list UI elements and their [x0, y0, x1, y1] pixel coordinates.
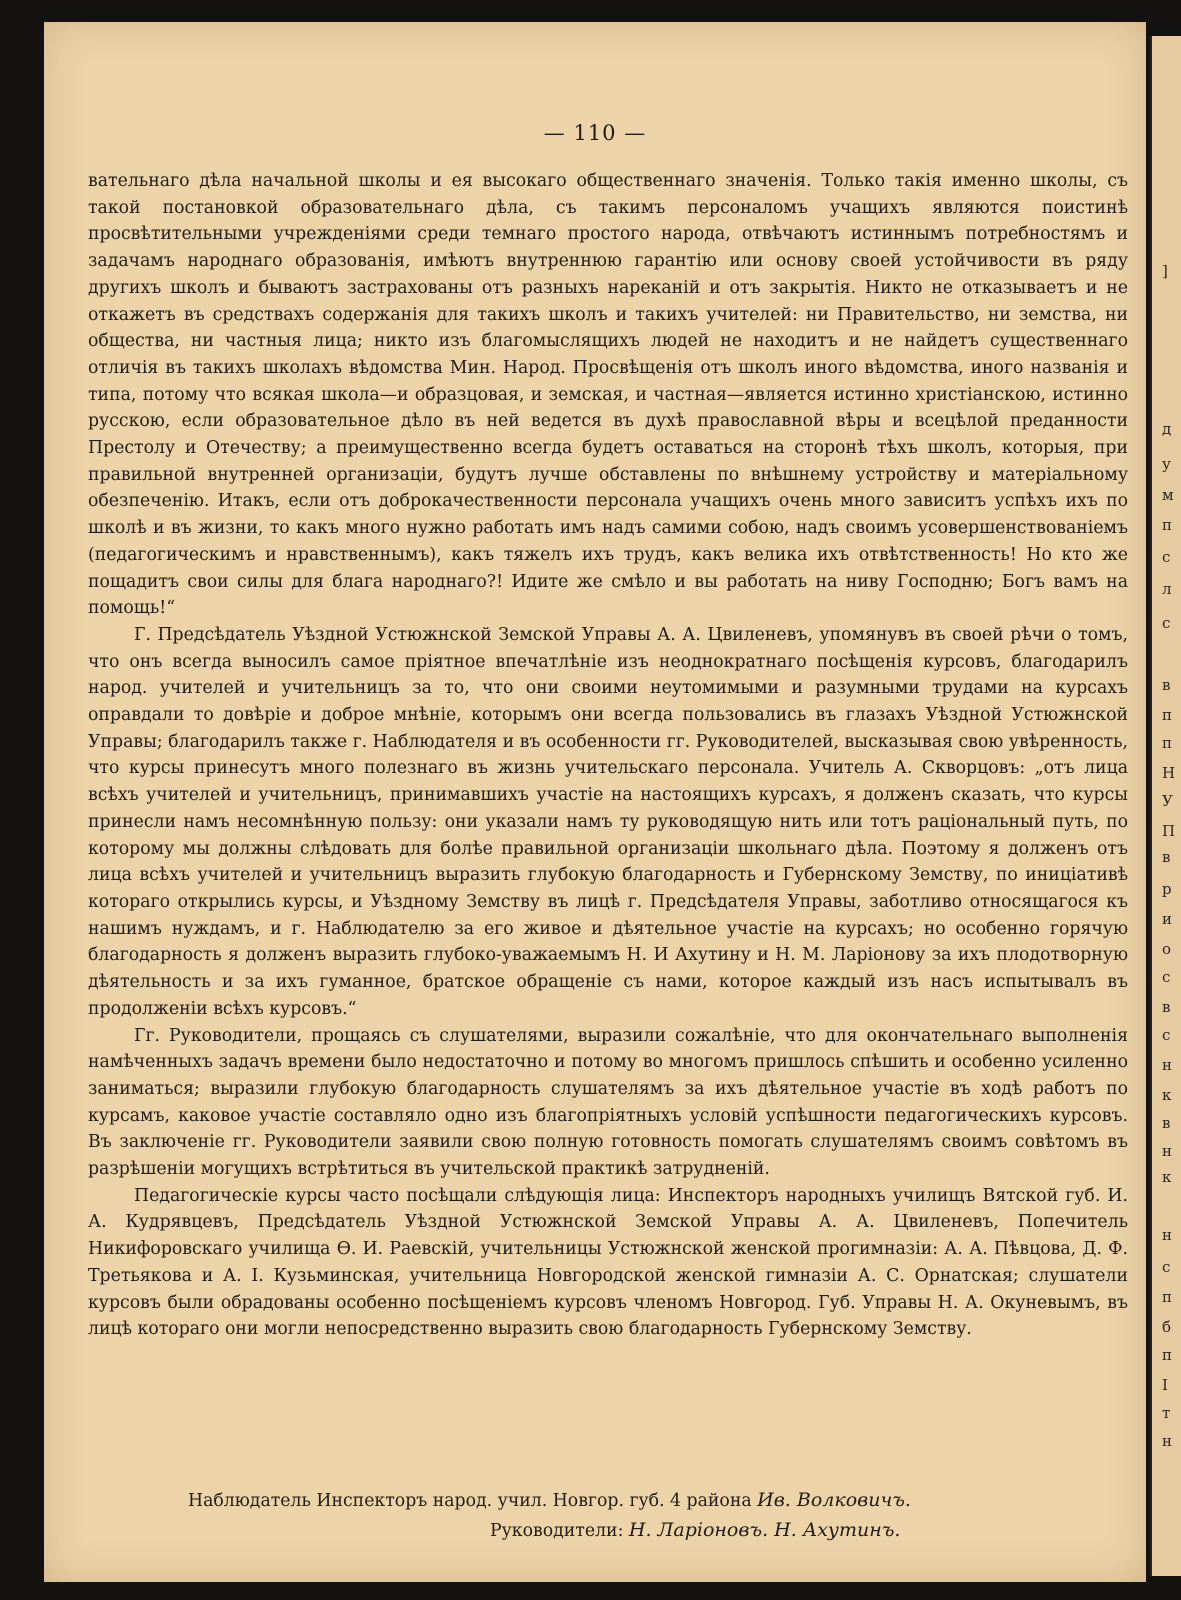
- next-page-letter: У: [1162, 792, 1173, 810]
- observer-text: Наблюдатель Инспекторъ народ. учил. Новгор. губ. 4 района: [188, 1491, 752, 1511]
- leaders-label: Руководители:: [490, 1521, 624, 1541]
- next-page-letter: с: [1162, 614, 1171, 632]
- next-page-letter: п: [1162, 706, 1172, 724]
- next-page-letter: п: [1162, 734, 1172, 752]
- paragraph-1: вательнаго дѣла начальной школы и ея высокаго общественнаго значенія. Только такія именно школы, съ такой постановкой образовательнаго дѣла, съ такимъ персоналомъ учащихъ являются поистинѣ просвѣтительными учрежденіями среди темнаго простого народа, отвѣчаютъ истиннымъ потребностямъ и задачамъ народнаго образованія, имѣютъ внутреннюю гарантію или основу своей устойчивости въ ряду другихъ школъ и бываютъ застрахованы отъ разныхъ нареканій и отъ закрытія. Никто не отказываетъ и не откажетъ въ средствахъ содержанія для такихъ школъ и такихъ учителей: ни Правительство, ни земства, ни общества, ни частныя лица; никто изъ благомыслящихъ людей не находитъ и не найдетъ существеннаго отличія въ такихъ школахъ вѣдомства Мин. Народ. Просвѣщенія отъ школъ иного вѣдомства, иного названія и типа, потому что всякая школа—и образцовая, и земская, и частная—является истинно христіанскою, истинно русскою, если образовательное дѣло въ ней ведется въ духѣ православной вѣры и всецѣлой преданности Престолу и Отечеству; а преимущественно всегда будетъ оставаться на сторонѣ тѣхъ школъ, которыя, при правильной внутренней организаціи, будутъ лучше обставлены по внѣшнему устройству и матеріальному обезпеченію. Итакъ, если отъ доброкачественности персонала учащихъ очень много зависитъ успѣхъ ихъ по школѣ и въ жизни, то какъ много нужно работать имъ надъ самими собою, надъ своимъ усовершенствованіемъ (педагогическимъ и нравственнымъ), какъ тяжелъ ихъ трудъ, какъ велика ихъ отвѣтственность! Но кто же пощадитъ свои силы для блага народнаго?! Идите же смѣло и вы работать на ниву Господню; Богъ вамъ на помощь!“: [88, 171, 1128, 619]
- next-page-letter: в: [1162, 676, 1171, 694]
- next-page-letter: т: [1162, 1404, 1171, 1422]
- leaders-signature-line: [490, 1519, 900, 1541]
- next-page-letter: І: [1162, 1376, 1168, 1394]
- next-page-letter: у: [1162, 455, 1171, 473]
- next-page-letter: о: [1162, 940, 1172, 958]
- next-page-letter: н: [1162, 1142, 1172, 1160]
- next-page-letter: ]: [1162, 262, 1168, 280]
- next-page-letter: в: [1162, 998, 1171, 1016]
- next-page-letter: н: [1162, 1056, 1172, 1074]
- next-page-letter: п: [1162, 1346, 1172, 1364]
- body-text: [88, 168, 1128, 1343]
- next-page-letter: б: [1162, 1318, 1172, 1336]
- next-page-letter: с: [1162, 548, 1171, 566]
- next-page-letter: к: [1162, 1086, 1172, 1104]
- next-page-letter: р: [1162, 880, 1172, 898]
- observer-signature-line: [188, 1489, 911, 1511]
- next-page-letter: в: [1162, 1114, 1171, 1132]
- next-page-letter: с: [1162, 968, 1171, 986]
- next-page-letter: п: [1162, 516, 1172, 534]
- next-page-letter: и: [1162, 910, 1172, 928]
- paragraph-2: Г. Предсѣдатель Уѣздной Устюжнской Земской Управы А. А. Цвиленевъ, упомянувъ въ своей рѣчи о томъ, что онъ всегда выносилъ самое пріятное впечатлѣніе изъ неоднократнаго посѣщенія курсовъ, благодарилъ народ. учителей и учительницъ за то, что они своими неутомимыми и разумными трудами на курсахъ оправдали то довѣріе и доброе мнѣніе, которымъ они всегда пользовались въ глазахъ Уѣздной Устюжнской Управы; благодарилъ также г. Наблюдателя и въ особенности гг. Руководителей, высказывая свою увѣренность, что курсы принесутъ много полезнаго въ жизнь учительскаго персонала. Учитель А. Скворцовъ: „отъ лица всѣхъ учителей и учительницъ, принимавшихъ участіе на настоящихъ курсахъ, я долженъ сказать, что курсы принесли намъ несомнѣнную пользу: они указали намъ ту руководящую нить или тотъ раціональный путь, по которому мы должны слѣдовать для болѣе правильной организаціи школьнаго дѣла. Поэтому я долженъ отъ лица всѣхъ учителей и учительницъ выразить глубокую благодарность и Губернскому Земству, по иниціативѣ котораго открылись курсы, и Уѣздному Земству въ лицѣ г. Предсѣдателя Управы, заботливо относящагося къ нашимъ нуждамъ, и г. Наблюдателю за его живое и дѣятельное участіе на курсахъ; но особенно горячую благодарность я долженъ выразить глубоко-уважаемымъ Н. И Ахутину и Н. М. Ларіонову за ихъ плодотворную дѣятельность и за ихъ гуманное, братское обращеніе съ нами, которое каждый изъ насъ испытывалъ въ продолженіи всѣхъ курсовъ.“: [88, 624, 1128, 1019]
- observer-name: Ив. Волковичъ.: [757, 1489, 911, 1511]
- paragraph-4: Педагогическіе курсы часто посѣщали слѣдующія лица: Инспекторъ народныхъ училищъ Вятской губ. И. А. Кудрявцевъ, Предсѣдатель Уѣздной Устюжнской Земской Управы А. А. Цвиленевъ, Попечитель Никифоровскаго училища Ѳ. И. Раевскій, учительницы Устюжнской женской прогимназіи: А. А. Пѣвцова, Д. Ф. Третьякова и А. І. Кузьминская, учительница Новгородской женской гимназіи А. С. Орнатская; слушатели курсовъ были обрадованы особенно посѣщеніемъ курсовъ членомъ Новгород. Губ. Управы Н. А. Окуневымъ, въ лицѣ котораго они могли непосредственно выразить свою благодарность Губернскому Земству.: [88, 1185, 1128, 1340]
- next-page-letter: м: [1162, 486, 1174, 504]
- document-page: [44, 22, 1146, 1582]
- next-page-letter: н: [1162, 1432, 1172, 1450]
- next-page-letter: с: [1162, 1026, 1171, 1044]
- paragraph-3: Гг. Руководители, прощаясь съ слушателями, выразили сожалѣніе, что для окончательнаго выполненія намѣченныхъ задачъ времени было недостаточно и потому во многомъ пришлось спѣшить и особенно усиленно заниматься; выразили глубокую благодарность слушателямъ за ихъ дѣятельное участіе въ ходѣ работъ по курсамъ, каковое участіе составляло одно изъ благопріятныхъ условій успѣшности педагогическихъ курсовъ. Въ заключеніе гг. Руководители заявили свою полную готовность помогать слушателямъ своимъ совѣтомъ въ разрѣшеніи могущихъ встрѣтиться въ учительской практикѣ затрудненій.: [88, 1025, 1128, 1180]
- next-page-letter: д: [1162, 420, 1172, 438]
- next-page-letter: в: [1162, 848, 1171, 866]
- next-page-letter: с: [1162, 1258, 1171, 1276]
- next-page-letter: п: [1162, 1288, 1172, 1306]
- next-page-letter: н: [1162, 1226, 1172, 1244]
- next-page-letter: Н: [1162, 764, 1176, 782]
- leaders-names: Н. Ларіоновъ. Н. Ахутинъ.: [628, 1519, 901, 1541]
- page-number: — 110 —: [543, 121, 647, 145]
- next-page-letter: л: [1162, 580, 1172, 598]
- next-page-edge: [1150, 36, 1181, 1576]
- next-page-letter: П: [1162, 822, 1176, 840]
- next-page-letter: к: [1162, 1168, 1172, 1186]
